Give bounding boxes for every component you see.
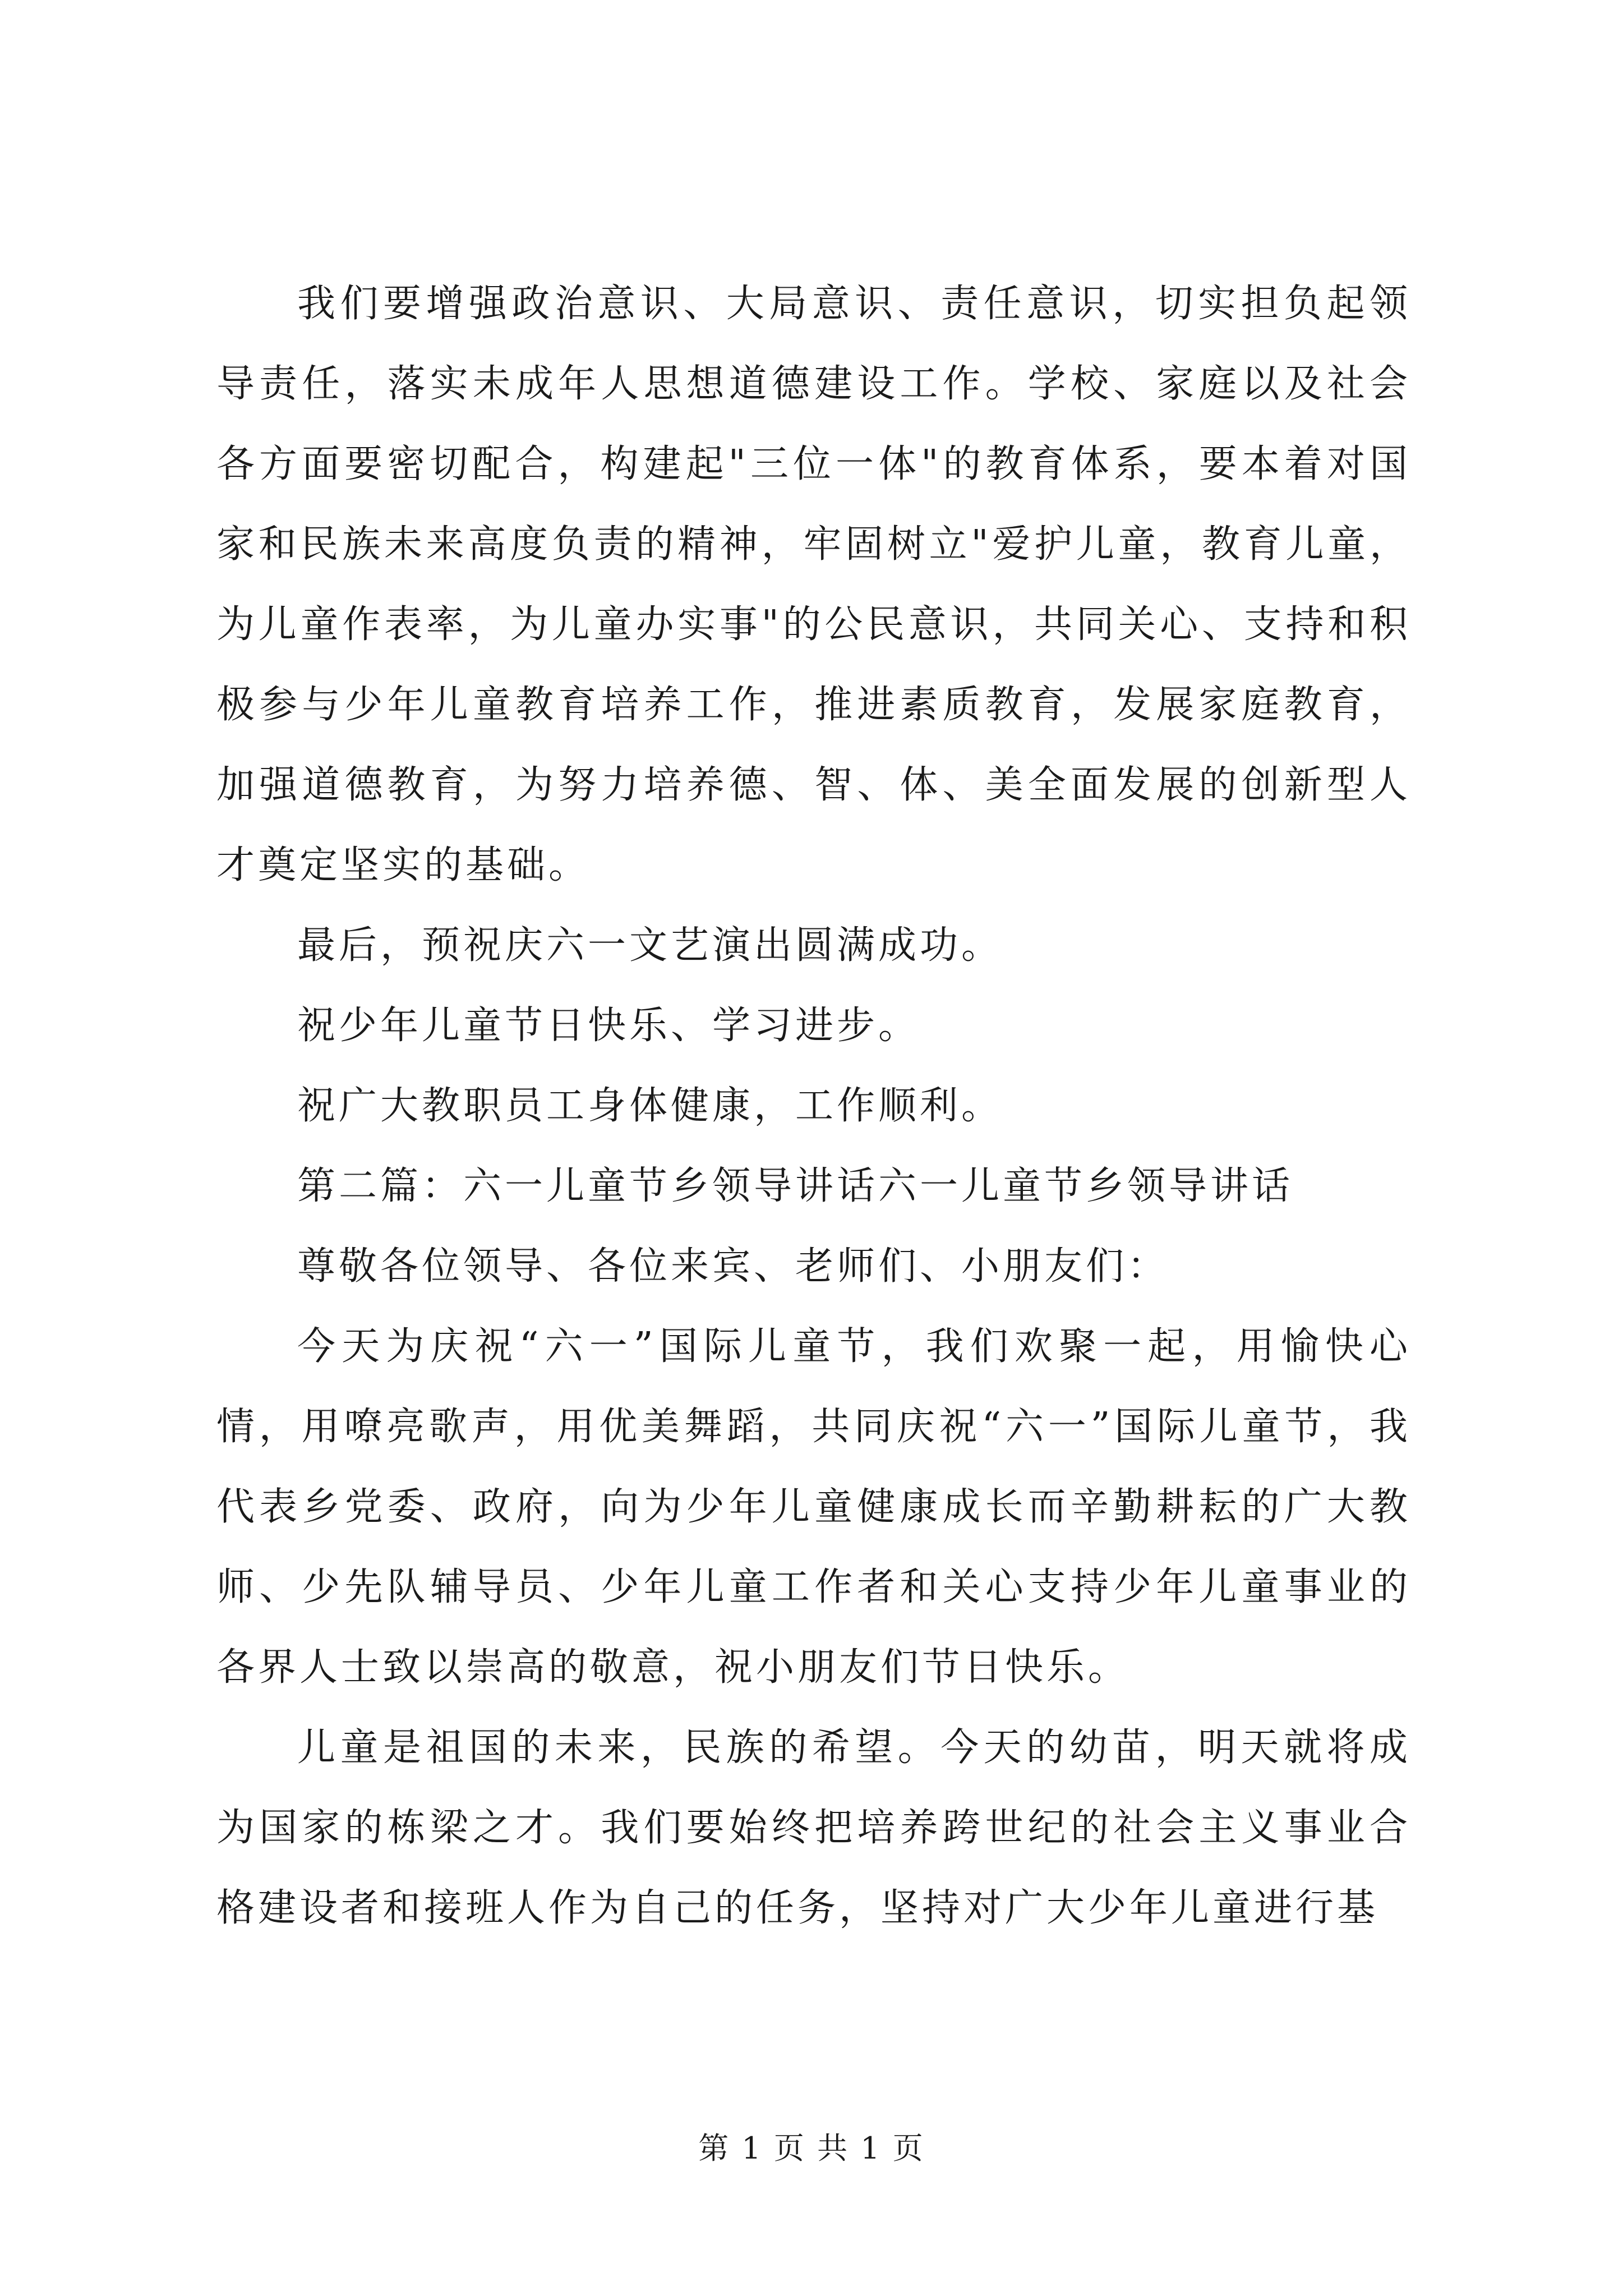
- document-body: [216, 264, 1411, 1948]
- section-heading: 第二篇：六一儿童节乡领导讲话六一儿童节乡领导讲话: [297, 1164, 1294, 1208]
- paragraph-4: 祝广大教职员工身体健康，工作顺利。: [297, 1084, 1003, 1128]
- paragraph-3: 祝少年儿童节日快乐、学习进步。: [297, 1004, 920, 1048]
- paragraph-7: 今天为庆祝“六一”国际儿童节，我们欢聚一起，用愉快心情，用嘹亮歌声，用优美舞蹈，共同庆祝“六一”国际儿童节，我代表乡党委、政府，向为少年儿童健康成长而辛勤耕耘的广大教师、少先队辅导员、少年儿童工作者和关心支持少年儿童事业的各界人士致以崇高的敬意，祝小朋友们节日快乐。: [216, 1324, 1411, 1690]
- paragraph-2: 最后，预祝庆六一文艺演出圆满成功。: [297, 923, 1003, 968]
- page-footer: 第 1 页 共 1 页: [698, 2131, 925, 2166]
- salutation: 尊敬各位领导、各位来宾、老师们、小朋友们：: [297, 1244, 1169, 1289]
- paragraph-8: 儿童是祖国的未来，民族的希望。今天的幼苗，明天就将成为国家的栋梁之才。我们要始终把培养跨世纪的社会主义事业合格建设者和接班人作为自己的任务，坚持对广大少年儿童进行基: [216, 1726, 1411, 1930]
- paragraph-1: 我们要增强政治意识、大局意识、责任意识，切实担负起领导责任，落实未成年人思想道德建设工作。学校、家庭以及社会各方面要密切配合，构建起"三位一体"的教育体系，要本着对国家和民族未来高度负责的精神，牢固树立"爱护儿童，教育儿童，为儿童作表率，为儿童办实事"的公民意识，共同关心、支持和积极参与少年儿童教育培养工作，推进素质教育，发展家庭教育，加强道德教育，为努力培养德、智、体、美全面发展的创新型人才奠定坚实的基础。: [216, 282, 1411, 887]
